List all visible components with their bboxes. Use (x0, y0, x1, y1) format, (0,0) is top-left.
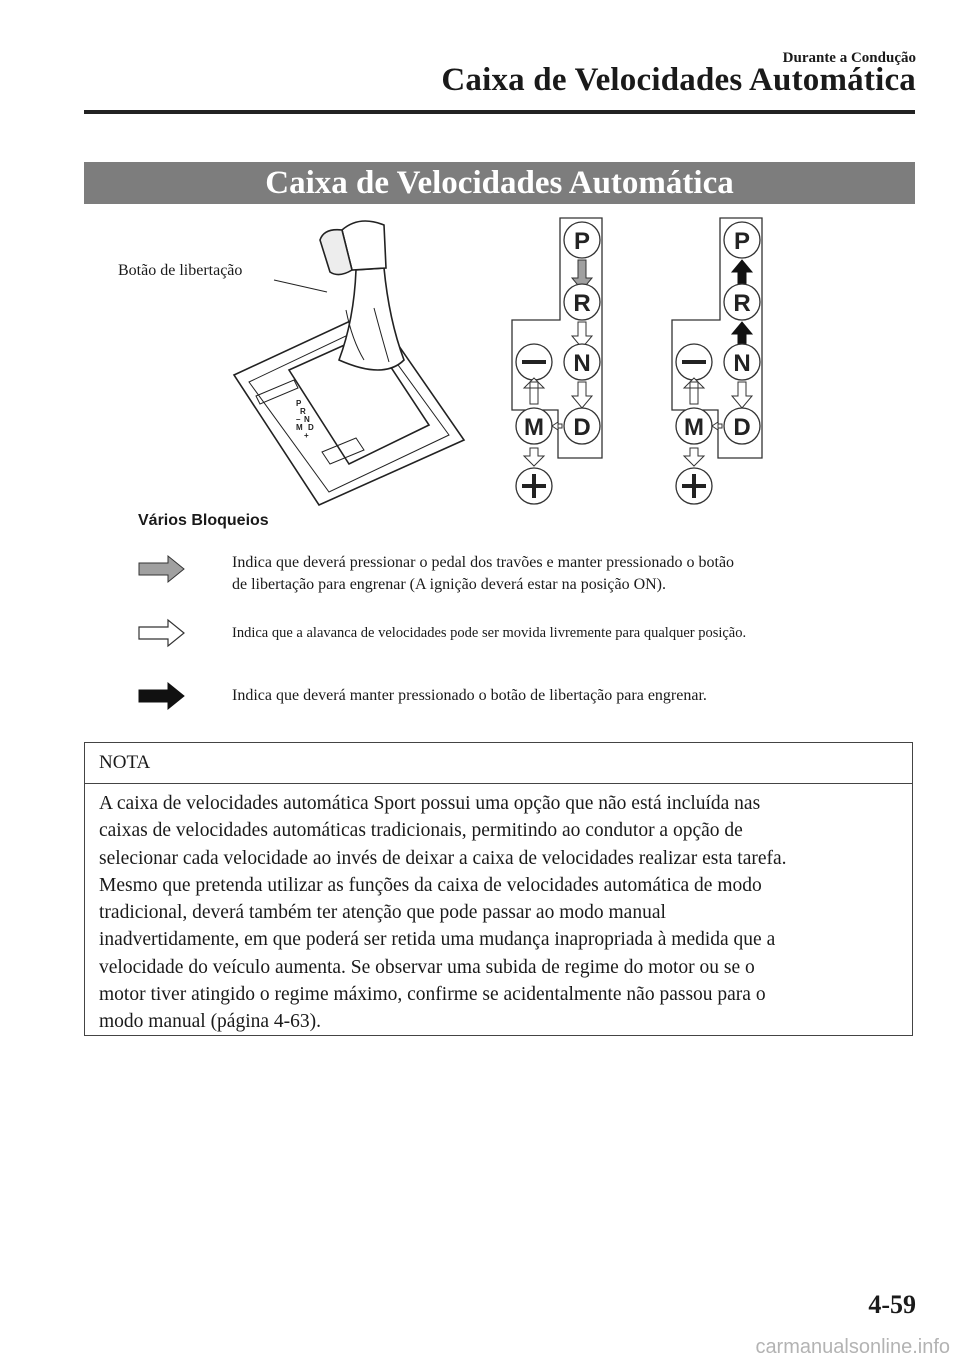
header-rule (84, 110, 915, 114)
diagram-right-m: M (684, 414, 704, 441)
legend-outline-line1: Indica que a alavanca de velocidades pode ser movida livremente para qualquer posição. (232, 625, 747, 641)
release-button-label: Botão de libertação (118, 262, 243, 279)
gate-label-n: N (304, 415, 310, 424)
diagram-right-p: P (733, 228, 751, 255)
gate-label-plus: + (304, 431, 309, 440)
nota-body (85, 784, 912, 1036)
shifter-illustration (234, 221, 464, 505)
gate-diagram-right (672, 218, 762, 504)
nota-line: modo manual (página 4-63). (99, 1011, 322, 1033)
gate-label-r: R (300, 407, 306, 416)
gate-label-p: P (296, 399, 302, 408)
black-arrow-icon (138, 681, 186, 711)
nota-line: Mesmo que pretenda utilizar as funções da caixa de velocidades automática de modo (99, 874, 762, 896)
legend-row-outline (138, 618, 918, 668)
page-number: 4-59 (868, 1290, 916, 1319)
diagram-left-d: D (573, 414, 591, 441)
nota-heading: NOTA (85, 743, 912, 784)
nota-line: motor tiver atingido o regime máximo, confirme se acidentalmente não passou para o (99, 984, 766, 1006)
section-banner: Caixa de Velocidades Automática (84, 162, 915, 204)
gate-label-d: D (308, 423, 314, 432)
nota-line: selecionar cada velocidade ao invés de deixar a caixa de velocidades realizar esta tarefa. (99, 847, 787, 869)
nota-line: A caixa de velocidades automática Sport possui uma opção que não está incluída nas (99, 793, 761, 814)
header-section: Durante a Condução (782, 50, 916, 66)
legend-gray-line1: Indica que deverá pressionar o pedal dos travões e manter pressionado o botão (232, 554, 735, 571)
header-chapter-title: Caixa de Velocidades Automática (441, 62, 916, 98)
diagram-left-m: M (524, 414, 544, 441)
diagram-left-p: P (573, 228, 591, 255)
gate-label-minus: – (296, 415, 301, 424)
locks-title: Vários Bloqueios (138, 512, 269, 529)
diagram-left-r: R (573, 290, 591, 317)
legend-gray-line2: de libertação para engrenar (A ignição deverá estar na posição ON). (232, 576, 667, 593)
legend-black-line1: Indica que deverá manter pressionado o botão de libertação para engrenar. (232, 687, 707, 704)
outline-arrow-icon (138, 618, 186, 648)
nota-line: velocidade do veículo aumenta. Se observar uma subida de regime do motor ou se o (99, 956, 755, 978)
diagram-right-r: R (733, 290, 751, 317)
diagram-left-n: N (573, 350, 591, 377)
legend-row-black (138, 681, 918, 731)
legend-row-gray (138, 550, 918, 600)
shifter-figure (84, 210, 915, 510)
nota-line: tradicional, deverá também ter atenção que pode passar ao modo manual (99, 902, 666, 924)
watermark: carmanualsonline.info (755, 1336, 950, 1358)
diagram-right-d: D (733, 414, 751, 441)
gray-arrow-icon (138, 554, 186, 584)
diagram-right-n: N (733, 350, 751, 377)
nota-box (84, 742, 913, 1036)
nota-line: caixas de velocidades automáticas tradicionais, permitindo ao condutor a opção de (99, 820, 743, 842)
gate-label-m: M (296, 423, 303, 432)
gate-diagram-left (512, 218, 602, 504)
nota-line: inadvertidamente, em que poderá ser retida uma mudança inapropriada à medida que a (99, 929, 776, 951)
